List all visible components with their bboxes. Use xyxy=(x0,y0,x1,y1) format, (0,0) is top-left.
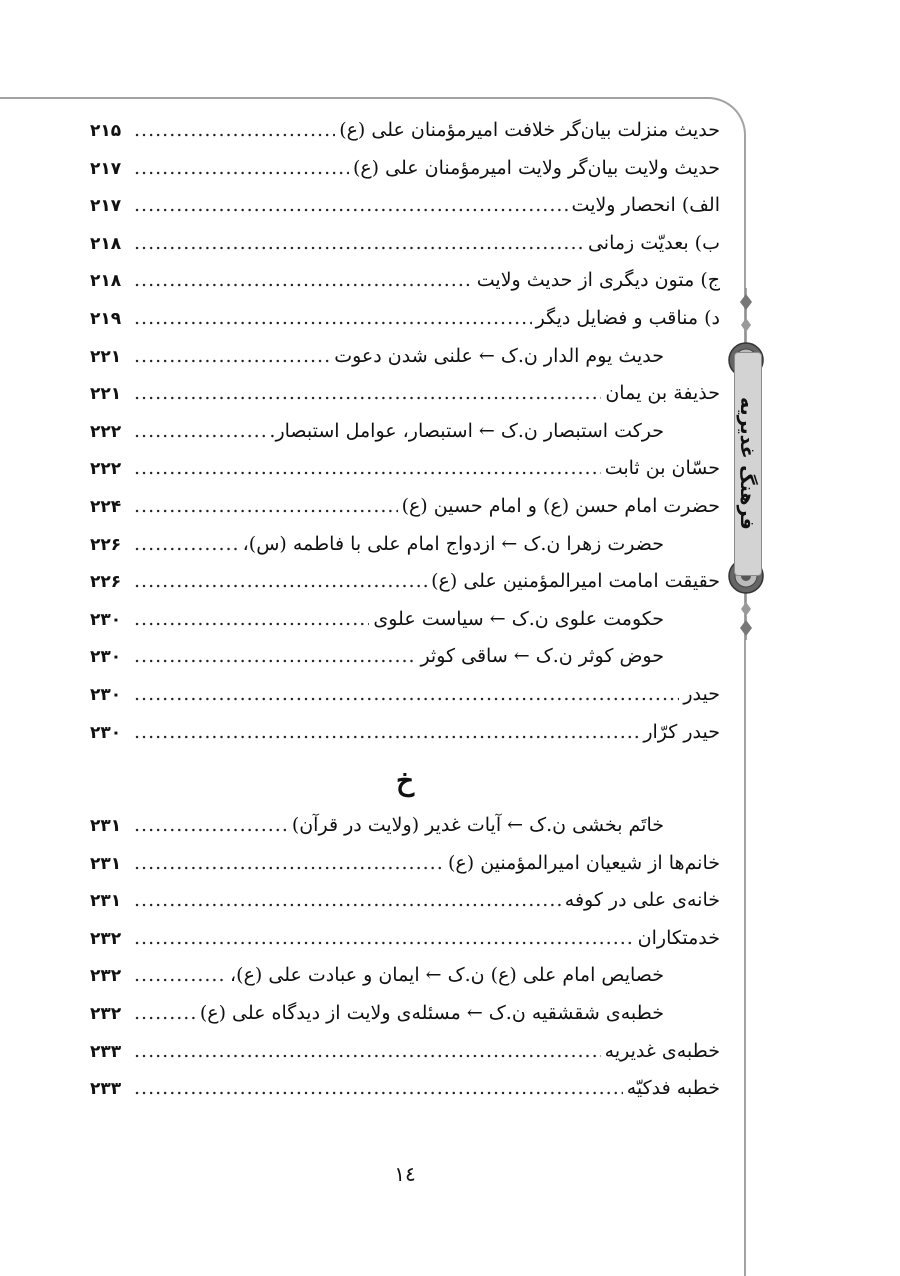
toc-entry-page: ۲۱۷ xyxy=(90,158,122,179)
toc-entry xyxy=(90,338,720,376)
toc-entry-title: حقیقت امامت امیرالمؤمنین علی (ع) xyxy=(431,570,720,593)
toc-entry-page: ۲۳۱ xyxy=(90,853,122,874)
dot-leader xyxy=(134,920,634,958)
toc-entry-title: حیدر xyxy=(683,682,720,705)
dot-leader xyxy=(134,1033,601,1071)
diamond-ornament-icon xyxy=(740,294,752,310)
toc-entry-page: ۲۳۳ xyxy=(90,1079,122,1100)
dot-leader xyxy=(134,563,427,601)
diamond-ornament-icon xyxy=(740,620,752,636)
toc-entry-title: خانه‌ی علی در کوفه xyxy=(564,889,720,912)
dot-leader xyxy=(134,375,601,413)
toc-entry-page: ۲۱۹ xyxy=(90,308,122,329)
toc-entry-page: ۲۲۱ xyxy=(90,346,122,367)
toc-entry-title: خطبه فدکیّه xyxy=(626,1077,720,1100)
toc-entry-page: ۲۳۳ xyxy=(90,1041,122,1062)
dot-leader xyxy=(134,714,639,752)
dot-leader xyxy=(134,150,349,188)
toc-entry-page: ۲۳۰ xyxy=(90,684,122,705)
dot-leader xyxy=(134,882,561,920)
toc-entry xyxy=(90,601,720,639)
toc-entry-page: ۲۱۷ xyxy=(90,196,122,217)
dot-leader xyxy=(134,338,330,376)
toc-entry-title: ج) متون دیگری از حدیث ولایت xyxy=(476,269,720,292)
toc-entry-title: خصایص امام علی (ع) ن.ک ← ایمان و عبادت علی (ع)، xyxy=(230,964,664,987)
dot-leader xyxy=(134,187,568,225)
dot-leader xyxy=(134,112,335,150)
dot-leader xyxy=(134,638,416,676)
toc-entry xyxy=(90,845,720,883)
toc-entry xyxy=(90,112,720,150)
table-of-contents xyxy=(90,112,720,1108)
toc-entry xyxy=(90,957,720,995)
toc-entry-page: ۲۲۲ xyxy=(90,421,122,442)
toc-entry-title: حذیفة بن یمان xyxy=(605,382,720,405)
dot-leader xyxy=(134,413,265,451)
page-number: ۱٤ xyxy=(394,1162,416,1186)
toc-entry-page: ۲۱۸ xyxy=(90,271,122,292)
toc-entry-title: حوض کوثر ن.ک ← ساقی کوثر xyxy=(420,645,664,668)
toc-entry xyxy=(90,807,720,845)
toc-entry xyxy=(90,563,720,601)
toc-entry-page: ۲۳۰ xyxy=(90,722,122,743)
toc-entry xyxy=(90,150,720,188)
toc-entry-page: ۲۱۸ xyxy=(90,233,122,254)
toc-entry-title: حکومت علوی ن.ک ← سیاست علوی xyxy=(373,607,664,630)
side-tab-title: فرهنگ غدیریه xyxy=(736,396,758,530)
toc-entry-title: حدیث یوم الدار ن.ک ← علنی شدن دعوت xyxy=(334,344,664,367)
toc-entry-page: ۲۳۱ xyxy=(90,891,122,912)
toc-entry xyxy=(90,882,720,920)
toc-entry-title: خاتَم بخشی ن.ک ← آیات غدیر (ولایت در قرآن) xyxy=(291,814,664,837)
toc-entry xyxy=(90,225,720,263)
dot-leader xyxy=(134,845,444,883)
toc-entry xyxy=(90,1070,720,1108)
toc-entry xyxy=(90,413,720,451)
toc-entry-title: حدیث منزلت بیان‌گر خلافت امیرمؤمنان علی (ع) xyxy=(339,119,720,141)
toc-entry-title: د) مناقب و فضایل دیگر xyxy=(535,306,720,329)
toc-entry-title: حضرت امام حسن (ع) و امام حسین (ع) xyxy=(401,494,720,517)
toc-entry-page: ۲۳۰ xyxy=(90,647,122,668)
toc-entry-page: ۲۳۲ xyxy=(90,1004,122,1025)
toc-entry-page: ۲۱۵ xyxy=(90,121,122,141)
dot-leader xyxy=(134,225,584,263)
toc-entry-title: خطبه‌ی غدیریه xyxy=(604,1039,720,1062)
toc-entry-title: حیدر کرّار xyxy=(643,720,720,743)
toc-entry-page: ۲۲۴ xyxy=(90,496,122,517)
dot-leader xyxy=(134,995,196,1033)
toc-entry-page: ۲۳۱ xyxy=(90,816,122,837)
toc-entry xyxy=(90,187,720,225)
toc-entry xyxy=(90,714,720,752)
toc-entry-page: ۲۳۲ xyxy=(90,966,122,987)
toc-entry-title: خانم‌ها از شیعیان امیرالمؤمنین (ع) xyxy=(448,851,720,874)
toc-entry-page: ۲۲۶ xyxy=(90,534,122,555)
dot-leader xyxy=(134,807,288,845)
toc-entry xyxy=(90,450,720,488)
toc-entry-page: ۲۲۱ xyxy=(90,384,122,405)
toc-entry xyxy=(90,526,720,564)
dot-leader xyxy=(134,450,601,488)
dot-leader xyxy=(134,1070,623,1108)
toc-entry-page: ۲۲۲ xyxy=(90,459,122,480)
toc-entry xyxy=(90,262,720,300)
section-letter-heading: خ xyxy=(395,764,415,798)
toc-entry-title: حسّان بن ثابت xyxy=(604,457,720,480)
toc-entry-title: حدیث ولایت بیان‌گر ولایت امیرمؤمنان علی (ع) xyxy=(352,156,720,179)
dot-leader xyxy=(134,300,532,338)
dot-leader xyxy=(134,488,398,526)
toc-entry-title: ب) بعدیّت زمانی xyxy=(587,231,720,254)
toc-list-bottom xyxy=(90,807,720,1108)
toc-list-top xyxy=(90,112,720,751)
dot-leader xyxy=(134,957,226,995)
dot-leader xyxy=(134,676,679,714)
dot-leader xyxy=(134,601,369,639)
toc-entry-page: ۲۲۶ xyxy=(90,572,122,593)
toc-entry-title: الف) انحصار ولایت xyxy=(571,194,720,217)
toc-entry xyxy=(90,638,720,676)
toc-entry-title: خطبه‌ی شقشقیه ن.ک ← مسئله‌ی ولایت از دیدگاه علی (ع) xyxy=(199,1002,664,1025)
toc-entry-page: ۲۳۰ xyxy=(90,609,122,630)
toc-entry-title: خدمتکاران xyxy=(637,926,720,949)
toc-entry xyxy=(90,920,720,958)
toc-entry xyxy=(90,375,720,413)
dot-leader xyxy=(134,526,239,564)
toc-entry xyxy=(90,995,720,1033)
toc-entry-title: حرکت استبصار ن.ک ← استبصار، عوامل استبصار. xyxy=(269,419,664,442)
dot-leader xyxy=(134,262,473,300)
toc-entry xyxy=(90,676,720,714)
toc-entry xyxy=(90,1033,720,1071)
toc-entry-title: حضرت زهرا ن.ک ← ازدواج امام علی با فاطمه (س)، xyxy=(242,532,664,555)
toc-entry-page: ۲۳۲ xyxy=(90,928,122,949)
toc-entry xyxy=(90,488,720,526)
toc-entry xyxy=(90,300,720,338)
